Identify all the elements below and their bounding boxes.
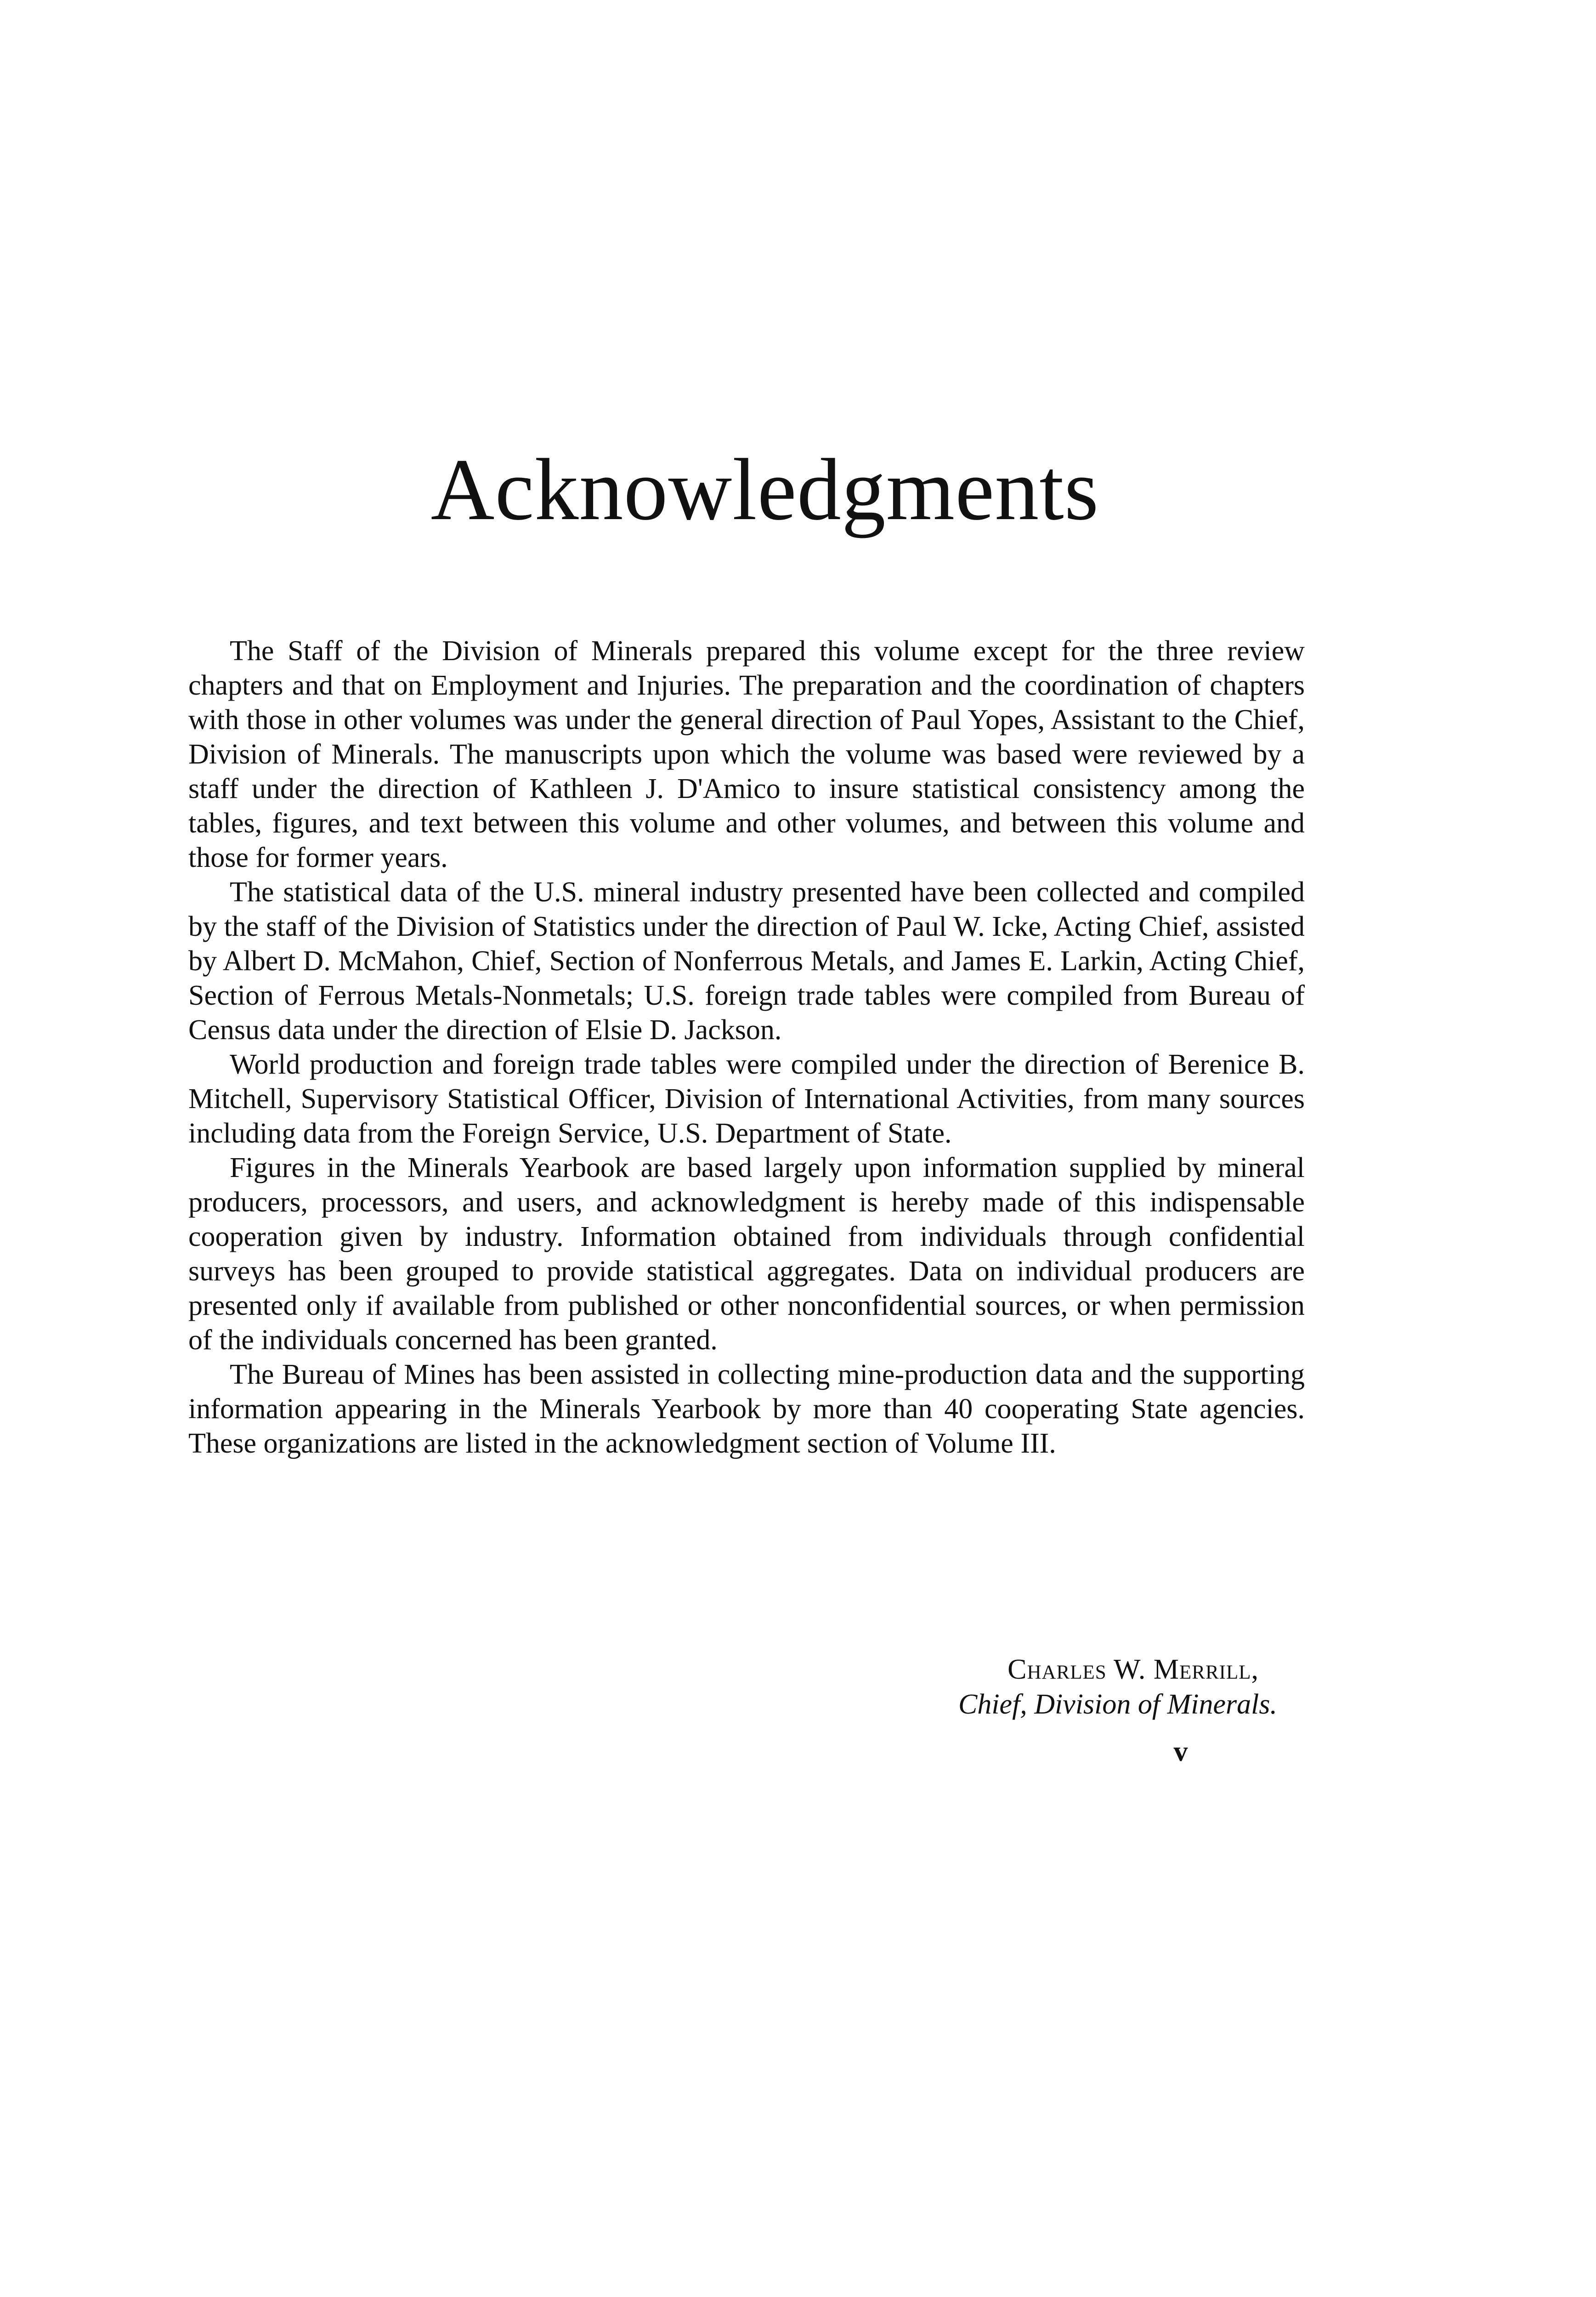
signatory-title: Chief, Division of Minerals. <box>958 1689 1277 1720</box>
paragraph: The statistical data of the U.S. mineral industry presented have been collected and compiled by the staff of the Division of Statistics under the direction of Paul W. Icke, Acting Chief, assisted by Albert D. McMahon, Chief, Section of Nonferrous Metals, and James E. Larkin, Acting Chief, Section of Ferrous Metals-Nonmetals; U.S. foreign trade tables were compiled from Bureau of Census data under the direction of Elsie D. Jackson. <box>188 877 1305 1046</box>
page-number: v <box>1173 1736 1188 1767</box>
paragraph: Figures in the Minerals Yearbook are based largely upon information supplied by mineral producers, processors, and users, and acknowledgment is hereby made of this indispensable cooperation given by industry. Information obtained from individuals through confidential surveys has been grouped to provide statistical aggregates. Data on individual producers are presented only if available from published or other nonconfidential sources, or when permission of the individuals concerned has been granted. <box>188 1152 1305 1356</box>
paragraph: World production and foreign trade tables were compiled under the direction of Berenice B. Mitchell, Supervisory Statistical Officer, Division of International Activities, from many sources including data from the Foreign Service, U.S. Department of State. <box>188 1049 1305 1149</box>
page-title: Acknowledgments <box>430 441 1099 538</box>
signature-block <box>0 1652 1277 1722</box>
signatory-name: Charles W. Merrill, <box>1007 1654 1259 1685</box>
paragraph: The Staff of the Division of Minerals prepared this volume except for the three review chapters and that on Employment and Injuries. The preparation and the coordination of chapters with those in other volumes was under the general direction of Paul Yopes, Assistant to the Chief, Division of Minerals. The manuscripts upon which the volume was based were reviewed by a staff under the direction of Kathleen J. D'Amico to insure statistical consistency among the tables, figures, and text between this volume and other volumes, and between this volume and those for former years. <box>188 635 1305 873</box>
acknowledgments-body <box>188 634 1305 1461</box>
paragraph: The Bureau of Mines has been assisted in collecting mine-production data and the supporting information appearing in the Minerals Yearbook by more than 40 cooperating State agencies. These organizations are listed in the acknowledgment section of Volume III. <box>188 1359 1305 1459</box>
